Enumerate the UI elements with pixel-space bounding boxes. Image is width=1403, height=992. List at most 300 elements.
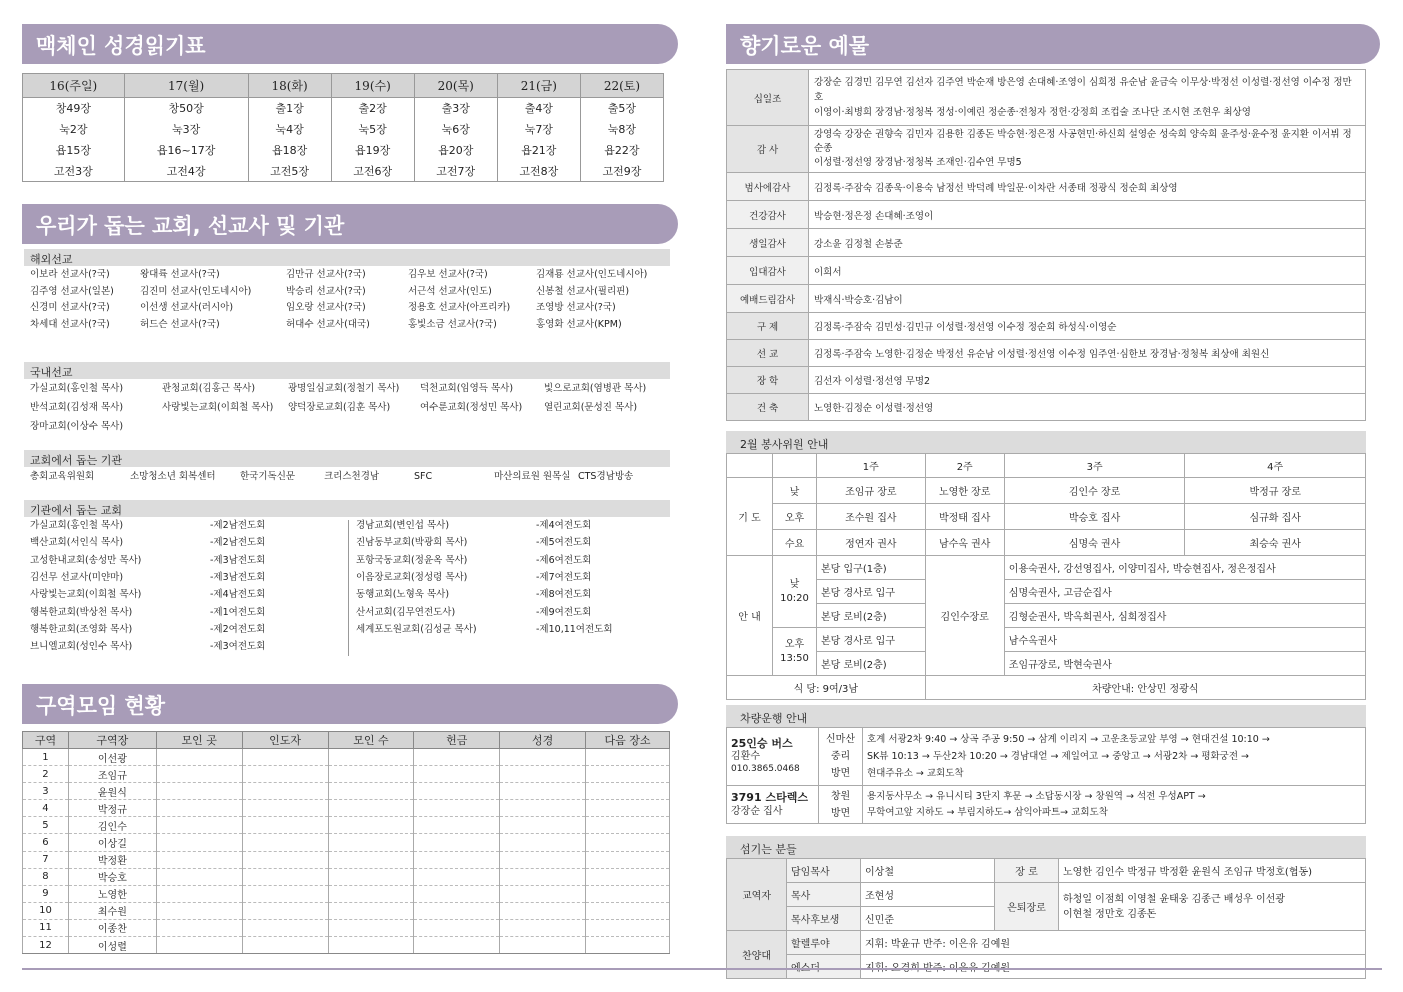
list-item: 이보라 선교사(?국): [30, 269, 110, 280]
scholar-label: 장 학: [727, 367, 809, 394]
district-cell: [500, 749, 586, 766]
district-cell: [500, 937, 586, 954]
district-row: [23, 868, 670, 885]
district-cell: [328, 817, 414, 834]
reading-cell: 고전9장: [580, 161, 663, 182]
district-cell: [242, 817, 328, 834]
district-cell: 12: [23, 937, 69, 954]
orgs-list: [30, 469, 670, 487]
guide-place: 본당 로비(2층): [817, 652, 926, 676]
blank: [773, 454, 817, 478]
district-row: [23, 919, 670, 936]
district-cell: [156, 800, 242, 817]
inst-church: 가실교회(홍인철 목사): [30, 520, 124, 531]
choir-staff: [861, 955, 1366, 979]
list-item: 서근석 선교사(인도): [408, 285, 492, 297]
guide-names: 김형순권사, 박옥희권사, 심희정집사: [1004, 604, 1365, 628]
district-cell: [328, 851, 414, 868]
inst-group: -제3여전도회: [210, 641, 266, 653]
servants-section: [726, 836, 1366, 979]
reading-cell: 출1장: [248, 98, 331, 119]
list-item: 가실교회(홍인철 목사): [30, 383, 124, 394]
prayer-time: 낮: [773, 478, 817, 504]
prayer-row: [727, 504, 1366, 530]
district-cell: [156, 783, 242, 800]
servants-title: 섬기는 분들: [726, 836, 1366, 858]
guide-place: 본당 경사로 입구: [817, 628, 926, 652]
district-cell: [586, 783, 670, 800]
reading-row: [23, 98, 664, 119]
reading-cell: 고전8장: [497, 161, 580, 182]
guide-row: [727, 628, 1366, 652]
reading-cell: 욥21장: [497, 140, 580, 161]
district-header: 구역: [23, 732, 69, 749]
district-cell: [500, 919, 586, 936]
district-cell: [586, 817, 670, 834]
district-cell: 노영한: [68, 885, 156, 902]
day-header: 22(토): [580, 74, 663, 98]
list-item: 총회교육위원회: [30, 471, 95, 482]
thanks-sub-names: 이희서: [809, 257, 1366, 285]
district-cell: [500, 800, 586, 817]
district-cell: 3: [23, 783, 69, 800]
district-cell: [500, 766, 586, 783]
inst-group: -제2여전도회: [210, 623, 266, 635]
bus2-route: 용지동사무소 → 유니시티 3단지 후문 → 소답동시장 → 창원역 → 석전 우성APT → 무학여고앞 지하도 → 부림지하도→ 삼익아파트→ 교회도착: [863, 786, 1366, 824]
district-header: 인도자: [242, 732, 328, 749]
inst-church: 고성한내교회(송성만 목사): [30, 554, 142, 566]
district-cell: [414, 834, 500, 851]
reading-cell: 창50장: [124, 98, 248, 119]
prayer-time: 수요: [773, 530, 817, 556]
district-cell: 11: [23, 919, 69, 936]
district-cell: [328, 749, 414, 766]
list-item: 허대수 선교사(대국): [286, 318, 370, 330]
district-cell: [328, 783, 414, 800]
reading-cell: 욥19장: [331, 140, 414, 161]
district-header: 헌금: [414, 732, 500, 749]
list-item: 사랑빛는교회(이희철 목사): [162, 402, 274, 413]
district-cell: [242, 937, 328, 954]
list-item: CTS경남방송: [578, 471, 634, 482]
reading-cell: 욥22장: [580, 140, 663, 161]
district-cell: [414, 783, 500, 800]
reading-row: [23, 161, 664, 182]
district-cell: [414, 902, 500, 919]
build-names: 노영한·김정순 이성렬·정선영: [809, 394, 1366, 421]
domestic-label: 국내선교: [24, 362, 670, 379]
blank: [727, 454, 773, 478]
reading-cell: 출3장: [414, 98, 497, 119]
thanks-sub-names: 강소윤 김정철 손봉준: [809, 229, 1366, 257]
guide-names: 이용숙권사, 강선영집사, 이양미집사, 박승현집사, 정은정집사: [1004, 556, 1365, 580]
orgs-label: 교회에서 돕는 기관: [24, 450, 670, 467]
mission-names: 김정록·주잠숙 노영한·김정순 박정선 유순남 이성렬·정선영 이수정 임주연·심한보 장경남·정청복 최상애 최원신: [809, 340, 1366, 367]
district-cell: 8: [23, 868, 69, 885]
district-cell: [586, 851, 670, 868]
district-cell: [156, 817, 242, 834]
list-item: 김재룡 선교사(인도네시아): [536, 269, 648, 280]
district-cell: [500, 851, 586, 868]
retired-names: 하청일 이점희 이영철 윤태웅 김종근 배성우 이선광 이현철 정만호 김종돈: [1059, 883, 1366, 931]
service-title: 2월 봉사위원 안내: [726, 431, 1366, 453]
reading-cell: 눅3장: [124, 119, 248, 140]
list-item: 크리스천경남: [324, 471, 380, 482]
reading-row: [23, 119, 664, 140]
district-cell: 7: [23, 851, 69, 868]
inst-church: 행복한교회(조영화 목사): [30, 623, 133, 635]
district-cell: [242, 919, 328, 936]
prayer-person: 조임규 장로: [817, 478, 926, 504]
thanks-sub-names: 박재식·박승호·김남이: [809, 285, 1366, 313]
district-cell: [500, 885, 586, 902]
inst-church: 세계포도원교회(김성균 목사): [356, 623, 477, 635]
day-header: 18(화): [248, 74, 331, 98]
bus2-direction: 창원 방면: [819, 786, 863, 824]
district-cell: [156, 919, 242, 936]
bus1-route: 호계 서광2차 9:40 → 상곡 주공 9:50 → 삼계 이리지 → 고운초등교앞 부영 → 현대건설 10:10 → SK뷰 10:13 → 두산2차 10:20 → 경남대얻 → 제일여고 → 중앙고 → 서광2차 → 평화궁전 → 현대주유소 → 교회도착: [863, 728, 1366, 786]
list-item: 소망청소년 회복센터: [130, 471, 216, 482]
week-header: 2주: [925, 454, 1004, 478]
guide-names: 조임규장로, 박현숙권사: [1004, 652, 1365, 676]
reading-row: [23, 140, 664, 161]
scholar-names: 김선자 이성렬·정선영 무명2: [809, 367, 1366, 394]
prayer-person: 노영한 장로: [925, 478, 1004, 504]
guide-time-pm: [773, 628, 817, 676]
inst-group: -제6여전도회: [536, 554, 592, 566]
inst-divider: [348, 520, 349, 656]
district-cell: 김인수: [68, 817, 156, 834]
guide-row: [727, 652, 1366, 676]
district-cell: [500, 834, 586, 851]
time-value: 13:50: [780, 652, 809, 664]
list-item: 신경미 선교사(?국): [30, 302, 110, 313]
prayer-person: 박승호 집사: [1004, 504, 1185, 530]
guide-place: 본당 경사로 입구: [817, 580, 926, 604]
guide-label: 안 내: [727, 556, 773, 676]
district-cell: [414, 885, 500, 902]
district-cell: [242, 834, 328, 851]
inst-church: 이음장로교회(정성령 목사): [356, 571, 468, 583]
reading-cell: 눅6장: [414, 119, 497, 140]
district-header: 다음 장소: [586, 732, 670, 749]
inst-church: 산서교회(김무연전도사): [356, 606, 456, 618]
reading-cell: 고전7장: [414, 161, 497, 182]
minister-name: 이상철: [861, 859, 995, 883]
service-section: [726, 431, 1366, 700]
district-cell: 윤원식: [68, 783, 156, 800]
list-item: 김만규 선교사(?국): [286, 269, 366, 280]
list-item: 양덕장로교회(김훈 목사): [288, 402, 391, 413]
time-label: 낮: [789, 578, 800, 590]
district-cell: [328, 937, 414, 954]
inst-church: 김선무 선교사(미얀마): [30, 571, 124, 583]
district-row: [23, 885, 670, 902]
district-cell: [156, 766, 242, 783]
prayer-person: 박정규 장로: [1185, 478, 1366, 504]
choir-name: [787, 955, 861, 979]
build-label: 건 축: [727, 394, 809, 421]
district-cell: [414, 766, 500, 783]
day-header: 20(목): [414, 74, 497, 98]
district-cell: 2: [23, 766, 69, 783]
minister-role: 목사후보생: [787, 907, 861, 931]
elders-names: 노영한 김인수 박정규 박정환 윤원식 조임규 박정호(협동): [1059, 859, 1366, 883]
prayer-person: 최승숙 권사: [1185, 530, 1366, 556]
thanks-sub-label: 예배드림감사: [727, 285, 809, 313]
list-item: 열린교회(문성진 목사): [544, 402, 638, 413]
district-cell: [586, 800, 670, 817]
thanks-sub-label: 생일감사: [727, 229, 809, 257]
district-row: [23, 817, 670, 834]
bus2-info: 3791 스타렉스 강장순 집사: [727, 786, 819, 824]
reading-cell: 출4장: [497, 98, 580, 119]
guide-place: 본당 입구(1층): [817, 556, 926, 580]
inst-group: -제2남전도회: [210, 537, 266, 549]
inst-church: 경남교회(변인섭 목사): [356, 520, 450, 531]
guide-time-day: [773, 556, 817, 628]
inst-church: 브니엘교회(성인수 목사): [30, 641, 133, 653]
bus-section: [726, 705, 1366, 824]
district-cell: [586, 749, 670, 766]
district-cell: [586, 868, 670, 885]
district-cell: [500, 783, 586, 800]
district-cell: 5: [23, 817, 69, 834]
thanks-names: 강영숙 강장순 권향숙 김민자 김용한 김종돈 박승현·정은정 사공현민·하신희 설영순 성숙희 양숙희 윤주성·윤수정 윤지환 이서뷔 정순종 이성렬·정선영 장경남·정청복 조재인·김수연 무명5: [809, 126, 1366, 173]
district-cell: [156, 868, 242, 885]
district-cell: 이선광: [68, 749, 156, 766]
reading-cell: 고전6장: [331, 161, 414, 182]
prayer-row: [727, 478, 1366, 504]
inst-group: -제3남전도회: [210, 554, 266, 566]
tithe-names: 강장순 김경민 김무연 김선자 김주연 박순재 방은영 손대혜·조영이 심희정 유순남 윤금숙 이무상·박정선 이성렬·정선영 이수정 정만호 이영이·최병희 장경남·정청복 정성·이예린 정순종·전청자 정헌·강정희 조컵술 조나단 조시현 조현우 최상영: [809, 70, 1366, 126]
district-cell: [586, 937, 670, 954]
list-item: 차세대 선교사(?국): [30, 318, 110, 330]
district-cell: 9: [23, 885, 69, 902]
list-item: 신봉철 선교사(필리핀): [536, 285, 630, 297]
overseas-list: [30, 267, 670, 337]
minister-name: 조현성: [861, 883, 995, 907]
district-cell: [414, 749, 500, 766]
inst-church: 포항국동교회(정윤옥 목사): [356, 554, 468, 566]
list-item: 한국기독신문: [240, 471, 296, 482]
prayer-person: 박정태 집사: [925, 504, 1004, 530]
mission-label: 선 교: [727, 340, 809, 367]
district-cell: 10: [23, 902, 69, 919]
thanks-sub-names: 김정록·주잠숙 김종욱·이용숙 남정선 박덕례 박일문·이차란 서종태 정광식 정순희 최상영: [809, 173, 1366, 201]
district-cell: [500, 817, 586, 834]
district-header: 구역장: [68, 732, 156, 749]
district-cell: [156, 885, 242, 902]
reading-cell: 고전5장: [248, 161, 331, 182]
inst-church: 백산교회(서인식 목사): [30, 537, 124, 549]
district-cell: 최수원: [68, 902, 156, 919]
week-header: 4주: [1185, 454, 1366, 478]
list-item: 정용호 선교사(아프리카): [408, 302, 511, 313]
list-item: 김진미 선교사(인도네시아): [140, 285, 252, 297]
district-cell: [328, 834, 414, 851]
inst-group: -제2남전도회: [210, 520, 266, 531]
district-cell: [586, 919, 670, 936]
reading-cell: 고전3장: [23, 161, 125, 182]
week-header: 3주: [1004, 454, 1185, 478]
list-item: 여수룬교회(정성민 목사): [420, 402, 523, 413]
district-cell: [156, 834, 242, 851]
thanks-sub-row: [727, 173, 1366, 201]
inst-group: -제3남전도회: [210, 571, 266, 583]
offering-title: 향기로운 예물: [726, 24, 1380, 64]
list-item: 조영방 선교사(?국): [536, 302, 616, 313]
list-item: 이선생 선교사(러시아): [140, 302, 234, 313]
district-cell: 6: [23, 834, 69, 851]
reading-plan-title: 맥체인 성경읽기표: [22, 24, 678, 64]
minister-role: 목사: [787, 883, 861, 907]
district-header: 성경: [500, 732, 586, 749]
list-item: 반석교회(김성재 목사): [30, 402, 124, 413]
district-cell: 이종찬: [68, 919, 156, 936]
bottom-rule: [22, 968, 1382, 970]
reading-cell: 창49장: [23, 98, 125, 119]
district-cell: [328, 885, 414, 902]
domestic-list: [30, 381, 670, 437]
district-cell: 조임규: [68, 766, 156, 783]
servants-table: [726, 858, 1366, 979]
inst-church: 행복한교회(박상천 목사): [30, 606, 133, 618]
guide-names: 남수옥권사: [1004, 628, 1365, 652]
district-cell: [414, 851, 500, 868]
list-item: 김우보 선교사(?국): [408, 269, 488, 280]
thanks-sub-label: 입대감사: [727, 257, 809, 285]
bus-table: [726, 727, 1366, 824]
district-cell: 1: [23, 749, 69, 766]
inst-group: -제7여전도회: [536, 571, 592, 583]
offering-table: [726, 69, 1366, 421]
inst-group: -제10,11여전도회: [536, 623, 613, 635]
district-cell: [328, 766, 414, 783]
district-cell: [586, 902, 670, 919]
district-cell: [328, 902, 414, 919]
car-info: 차량안내: 안상민 정광식: [925, 676, 1365, 700]
district-row: [23, 749, 670, 766]
guide-place: 본당 로비(2층): [817, 604, 926, 628]
district-header: 모인 수: [328, 732, 414, 749]
reading-cell: 눅8장: [580, 119, 663, 140]
choir-staff: 지휘: 박윤규 반주: 이은유 김예원: [861, 931, 1366, 955]
inst-label: 기관에서 돕는 교회: [24, 500, 670, 517]
district-row: [23, 766, 670, 783]
reading-cell: 욥18장: [248, 140, 331, 161]
retired-label: 은퇴장로: [995, 883, 1059, 931]
prayer-person: 정연자 권사: [817, 530, 926, 556]
day-header: 21(금): [497, 74, 580, 98]
district-cell: [414, 817, 500, 834]
minister-role: 담임목사: [787, 859, 861, 883]
list-item: 광명일심교회(정철기 목사): [288, 383, 400, 394]
district-cell: [328, 919, 414, 936]
district-header: 모인 곳: [156, 732, 242, 749]
list-item: 관청교회(김홍근 목사): [162, 383, 256, 394]
thanks-sub-row: [727, 229, 1366, 257]
thanks-sub-row: [727, 285, 1366, 313]
district-title: 구역모임 현황: [22, 684, 678, 724]
district-cell: [242, 766, 328, 783]
district-cell: 이성렬: [68, 937, 156, 954]
district-cell: [414, 868, 500, 885]
list-item: 빛으로교회(염병관 목사): [544, 383, 647, 394]
district-cell: [500, 902, 586, 919]
district-cell: [242, 885, 328, 902]
inst-list: [30, 518, 670, 658]
district-cell: [242, 783, 328, 800]
district-cell: [328, 800, 414, 817]
thanks-sub-row: [727, 201, 1366, 229]
list-item: 홍영화 선교사(KPM): [536, 318, 622, 330]
district-cell: [242, 902, 328, 919]
prayer-person: 김인수 장로: [1004, 478, 1185, 504]
list-item: 왕대륙 선교사(?국): [140, 269, 220, 280]
day-header: 16(주일): [23, 74, 125, 98]
guide-row: [727, 580, 1366, 604]
list-item: 덕천교회(임영득 목사): [420, 383, 514, 394]
district-row: [23, 834, 670, 851]
district-cell: [586, 766, 670, 783]
list-item: 허드슨 선교사(?국): [140, 318, 220, 330]
district-cell: [500, 868, 586, 885]
day-header: 19(수): [331, 74, 414, 98]
district-cell: 이상길: [68, 834, 156, 851]
inst-church: 동행교회(노형욱 목사): [356, 589, 450, 601]
district-row: [23, 800, 670, 817]
reading-cell: 눅4장: [248, 119, 331, 140]
list-item: 김주영 선교사(일본): [30, 285, 114, 297]
list-item: SFC: [414, 471, 433, 482]
inst-group: -제9여전도회: [536, 606, 592, 618]
prayer-row: [727, 530, 1366, 556]
support-title: 우리가 돕는 교회, 선교사 및 기관: [22, 204, 678, 244]
district-row: [23, 902, 670, 919]
bus-title: 차량운행 안내: [726, 705, 1366, 727]
thanks-label: 감 사: [727, 126, 809, 173]
meal-info: 식 당: 9여/3남: [727, 676, 926, 700]
district-cell: [156, 851, 242, 868]
thanks-sub-names: 박승현·정은정 손대혜·조영이: [809, 201, 1366, 229]
relief-label: 구 제: [727, 313, 809, 340]
bus1-info: 25인승 버스 김환수 010.3865.0468: [727, 728, 819, 786]
district-cell: [242, 851, 328, 868]
inst-church: 사랑빛는교회(이희철 목사): [30, 589, 142, 601]
guide-row: [727, 556, 1366, 580]
prayer-person: 남수옥 권사: [925, 530, 1004, 556]
prayer-label: 기 도: [727, 478, 773, 556]
reading-cell: 욥16~17장: [124, 140, 248, 161]
inst-group: -제4여전도회: [536, 520, 592, 531]
overseas-label: 해외선교: [24, 249, 670, 266]
day-header: 17(월): [124, 74, 248, 98]
time-value: 10:20: [780, 592, 809, 604]
service-table: [726, 453, 1366, 700]
district-cell: [242, 800, 328, 817]
reading-cell: 욥20장: [414, 140, 497, 161]
inst-group: -제4남전도회: [210, 589, 266, 601]
district-row: [23, 851, 670, 868]
reading-cell: 눅7장: [497, 119, 580, 140]
list-item: 박승리 선교사(?국): [286, 285, 366, 297]
list-item: 임오랑 선교사(?국): [286, 302, 366, 313]
district-cell: [156, 749, 242, 766]
bus1-direction: 신마산 중리 방면: [819, 728, 863, 786]
reading-cell: 눅2장: [23, 119, 125, 140]
reading-plan-table: [22, 73, 664, 182]
